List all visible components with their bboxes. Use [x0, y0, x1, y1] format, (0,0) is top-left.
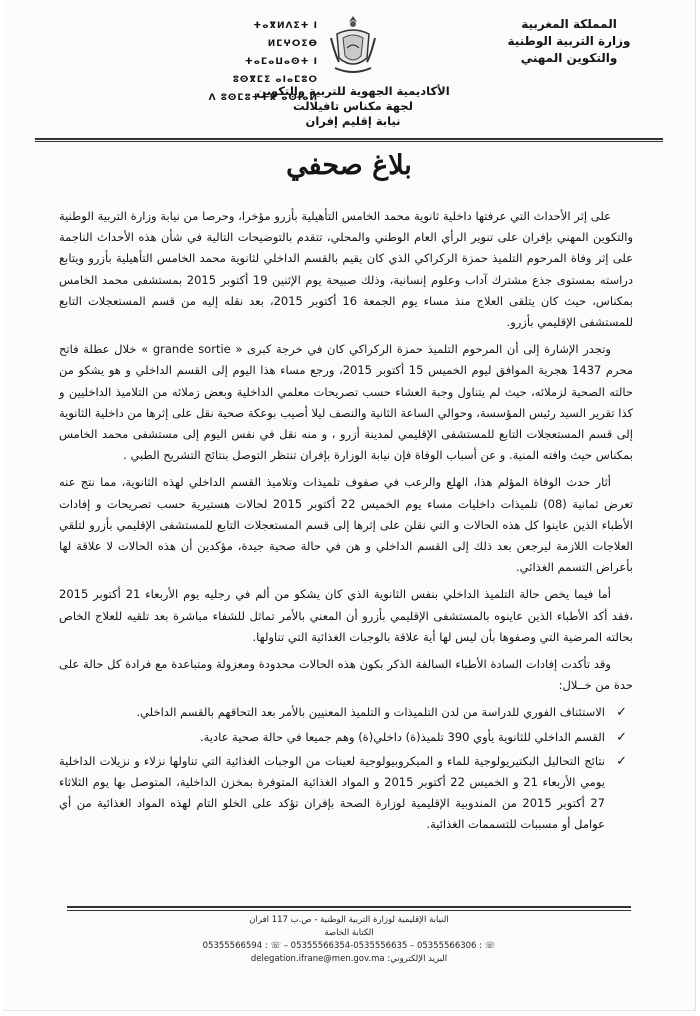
footer-email-row	[3, 953, 695, 966]
header-line: وزارة التربية الوطنية	[507, 34, 631, 48]
footer-phones: 05355566594 : ☏ – 05355566354-0535556635 – 05355566306 : ☏	[202, 941, 496, 951]
footer-divider	[67, 906, 631, 908]
body-paragraph: أما فيما يخص حالة التلميذ الداخلي بنفس الثانوية الذي كان يشكو من ألم في رجليه يوم الأربعاء 21 أكتوبر 2015 ،فقد أكد الأطباء الذين عاينوه بالمستشفى الإقليمي بأزرو أن المعني بالأمر تماثل للشفاء مباشرة بعد تلقيه للعلاج الخاص بحالته المرضية التي وصفوها بأن ليس لها أية علاقة بالوجبات الغذائية التي تناولها.	[59, 587, 633, 644]
body-paragraph: وتجدر الإشارة إلى أن المرحوم التلميذ حمزة الركراكي كان في خرجة كبرى « grande sortie » خلال عطلة فاتح محرم 1437 هجرية الموافق ليوم الخميس 15 أكتوبر 2015، ورجع مساء هذا اليوم إلى القسم الداخلي و هو يشكو من حالته الصحية لزملائه، حيث لم يتناول وجبة العشاء حسب تصريحات معلمي الداخلية وبعض زملائه من التلاميذ الداخليين و كذا تقرير السيد رئيس المؤسسة، وحوالي الساعة الثانية والنصف ليلا أصيب بوعكة صحية نقل على إثرها من داخلية الثانوية إلى قسم المستعجلات التابع للمستشفى الإقليمي لمدينة أزرو ، و منه نقل في نفس اليوم إلى مستشفى محمد الخامس بمكناس حيث وافته المنية. و عن أسباب الوفاة فإن نيابة الوزارة بإفران تنتظر التوصل بنتائج التشريح الطبي .	[59, 342, 633, 463]
academy-line: نيابة إقليم إفران	[305, 114, 401, 128]
checkmark-icon: ✓	[616, 753, 627, 769]
header-line: ⴷ ⵓⵙⵎⵓⵜⵜⴳ ⴰⵙⵏⴰⵍ	[208, 93, 318, 103]
academy-line: الأكاديمية الجهوية للتربية والتكوين	[256, 84, 450, 98]
moroccan-coat-of-arms-icon	[327, 14, 379, 80]
list-item-text: نتائج التحاليل البكتيريولوجية للماء و الميكروبيولوجية لعينات من الوجبات الغذائية التي تناولها نزلاء و نزيلات الداخلية يومي الأربعاء 21 و الخميس 22 أكتوبر 2015 و المواد الغذائية المتوفرة بمخزن الداخلية، المتوصل بها يوم الثلاثاء 27 أكتوبر 2015 من المندوبية الإقليمية لوزارة الصحة بإفران تؤكد على الخلو التام لهذه المواد الغذائية من أي عوامل أو مسببات للتسممات الغذائية.	[59, 753, 605, 832]
email-address: delegation.ifrane@men.gov.ma	[250, 954, 385, 964]
footer-department: الكتابة الخاصة	[324, 928, 374, 938]
list-item	[59, 751, 633, 836]
academy-line: لجهة مكناس تافيلالت	[293, 99, 413, 113]
header-line: والتكوين المهني	[520, 51, 618, 65]
list-item	[59, 727, 633, 748]
press-release-page	[3, 0, 696, 1011]
list-item-text: الاستئناف الفوري للدراسة من لدن التلميذات و التلميذ المعنيين بالأمر بعد التحاقهم بالقسم الداخلي.	[136, 705, 605, 720]
list-item-text: القسم الداخلي للثانوية يأوي 390 تلميذ(ة) داخلي(ة) وهم جميعا في حالة صحية عادية.	[200, 729, 605, 744]
footer-address: النيابة الإقليمية لوزارة التربية الوطنية - ص.ب 117 افران	[249, 915, 449, 925]
ministry-header-arabic	[489, 16, 649, 67]
email-label: البريد الإلكتروني:	[387, 954, 448, 964]
body-paragraph: على إثر الأحداث التي عرفتها داخلية ثانوية محمد الخامس التأهيلية بأزرو مؤخرا، وحرصا من نيابة وزارة التربية الوطنية والتكوين المهني بإفران على تنوير الرأي العام الوطني والمحلي، تتقدم بالتوضيحات التالية في شأن هذه الأحداث الناجمة على إثر وفاة المرحوم التلميذ حمزة الركراكي الذي كان يقيم بالقسم الداخلي لثانوية محمد الخامس التأهيلية بأزرو ويتابع دراسته بمستوى جذع مشترك آداب وعلوم إنسانية، وذلك صبيحة يوم الإثنين 19 أكتوبر 2015 بمستشفى محمد الخامس بمكناس، حيث كان يتلقى العلاج منذ مساء يوم الجمعة 16 أكتوبر 2015، بعد نقله إليه من قسم المستعجلات التابع للمستشفى الإقليمي بأزرو.	[59, 209, 633, 330]
header-divider	[35, 138, 663, 140]
academy-header	[203, 84, 503, 129]
header-line: ⵜⴰⵎⴰⵡⴰⵙⵜ ⵏ ⵓⵙⴳⵎⵉ ⴰⵏⴰⵎⵓⵔ	[232, 57, 318, 85]
document-body	[59, 206, 633, 839]
footer	[3, 914, 695, 966]
checkmark-icon: ✓	[616, 705, 627, 721]
header-divider	[35, 141, 663, 142]
findings-list	[59, 702, 633, 835]
body-paragraph: أثار حدث الوفاة المؤلم هذا، الهلع والرعب في صفوف تلميذات وتلاميذ القسم الداخلي لهذه الثانوية، مما نتج عنه تعرض ثمانية (08) تلميذات داخليات مساء يوم الخميس 22 أكتوبر 2015 لحالات هستيرية حسب تصريحات و إفادات الأطباء الذين عاينوا كل هذه الحالات و التي نقلن على إثرها إلى قسم المستعجلات التابع للمستشفى الإقليمي بأزرو لتلقي العلاجات اللازمة ليرجعن بعد ذلك إلى القسم الداخلي و هن في حالة صحية جيدة، مؤكدين أن هذه الحالات لا علاقة لها بأعراض التسمم الغذائي.	[59, 475, 633, 575]
footer-divider	[67, 910, 631, 911]
body-paragraph: وقد تأكدت إفادات السادة الأطباء السالفة الذكر بكون هذه الحالات محدودة ومعزولة ومتباعدة مع فرادة كل حالة على حدة من خــلال:	[59, 657, 633, 693]
list-item	[59, 702, 633, 723]
document-title: بلاغ صحفي	[286, 150, 412, 181]
header-line: ⵜⴰⴳⵍⴷⵉⵜ ⵏ ⵍⵎⵖⵔⵉⴱ	[253, 21, 318, 49]
checkmark-icon: ✓	[616, 729, 627, 745]
header-line: المملكة المغربية	[521, 17, 617, 31]
